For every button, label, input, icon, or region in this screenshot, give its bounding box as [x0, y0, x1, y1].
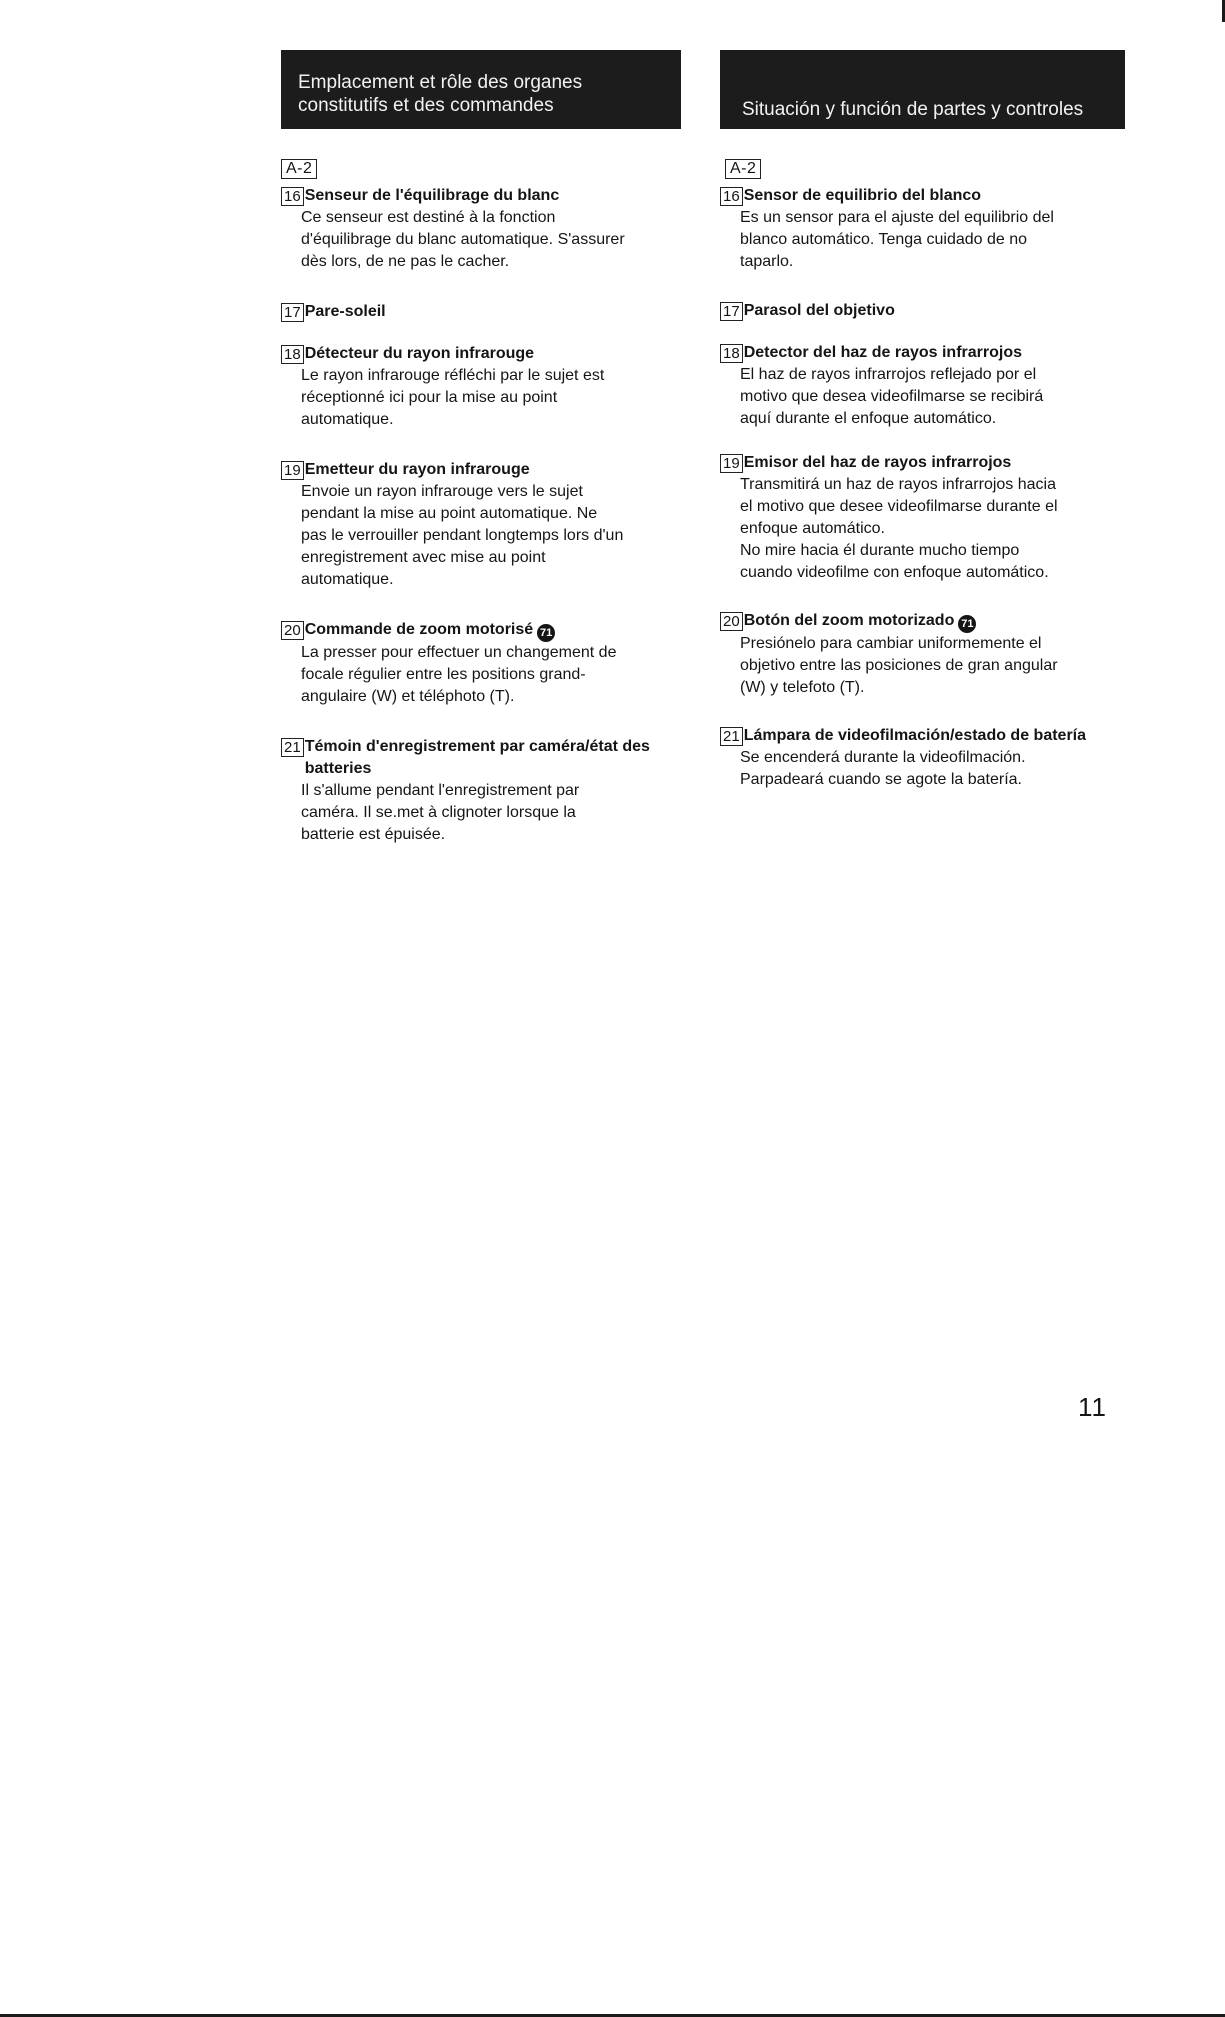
body-line: réceptionné ici pour la mise au point	[301, 389, 558, 406]
entry-number: 16	[720, 187, 743, 206]
body-line: pas le verrouiller pendant longtemps lors d'un	[301, 527, 624, 544]
body-line: Ce senseur est destiné à la fonction	[301, 209, 556, 226]
body-line: Transmitirá un haz de rayos infrarrojos hacia	[740, 476, 1056, 493]
entry-description	[720, 633, 1130, 699]
french-section-header	[281, 50, 681, 129]
page-number: 11	[1078, 1392, 1107, 1422]
header-line: constitutifs et des commandes	[298, 95, 554, 116]
body-line: pendant la mise au point automatique. Ne	[301, 505, 598, 522]
entry-title: Parasol del objetivo	[743, 302, 895, 319]
body-line: d'équilibrage du blanc automatique. S'assurer	[301, 231, 625, 248]
entry-title: Emisor del haz de rayos infrarrojos	[743, 454, 1012, 471]
spanish-entry-list	[720, 185, 1130, 815]
body-line: automatique.	[301, 411, 394, 428]
body-line: cuando videofilme con enfoque automático.	[740, 564, 1049, 581]
circled-page-reference-icon: 71	[537, 624, 555, 642]
entry-description	[720, 474, 1130, 584]
body-line: Presiónelo para cambiar uniformemente el	[740, 635, 1042, 652]
entry-description	[720, 747, 1130, 791]
entry-20	[281, 619, 681, 708]
entry-19	[281, 459, 681, 591]
body-line: blanco automático. Tenga cuidado de no	[740, 231, 1028, 248]
entry-number: 19	[720, 454, 743, 473]
entry-number: 18	[281, 345, 304, 364]
body-line: enregistrement avec mise au point	[301, 549, 546, 566]
entry-21	[720, 725, 1130, 791]
entry-title: Témoin d'enregistrement par caméra/état des batteries	[304, 738, 650, 777]
entry-description	[720, 364, 1130, 430]
body-line: El haz de rayos infrarrojos reflejado por el	[740, 366, 1037, 383]
body-line: Envoie un rayon infrarouge vers le sujet	[301, 483, 583, 500]
entry-number: 16	[281, 187, 304, 206]
entry-21	[281, 736, 681, 846]
french-entry-list	[281, 185, 681, 870]
entry-number: 19	[281, 461, 304, 480]
entry-title: Pare-soleil	[304, 303, 386, 320]
body-line: objetivo entre las posiciones de gran angular	[740, 657, 1058, 674]
body-line: Il s'allume pendant l'enregistrement par	[301, 782, 580, 799]
entry-16	[281, 185, 681, 273]
entry-number: 20	[720, 612, 743, 631]
entry-number: 21	[281, 738, 304, 757]
entry-18	[281, 343, 681, 431]
body-line: aquí durante el enfoque automático.	[740, 410, 997, 427]
entry-description	[281, 481, 681, 591]
entry-17	[281, 301, 681, 323]
body-line: La presser pour effectuer un changement de	[301, 644, 617, 661]
entry-title: Emetteur du rayon infrarouge	[304, 461, 530, 478]
body-line: Parpadeará cuando se agote la batería.	[740, 771, 1022, 788]
figure-reference-tag: A-2	[725, 159, 761, 179]
entry-20	[720, 610, 1130, 699]
entry-number: 17	[720, 302, 743, 321]
entry-16	[720, 185, 1130, 273]
entry-18	[720, 342, 1130, 430]
figure-reference-tag: A-2	[281, 159, 317, 179]
header-line: Emplacement et rôle des organes	[298, 72, 583, 93]
body-line: el motivo que desee videofilmarse durante el	[740, 498, 1058, 515]
entry-number: 20	[281, 621, 304, 640]
entry-number: 21	[720, 727, 743, 746]
entry-19	[720, 452, 1130, 584]
body-line: batterie est épuisée.	[301, 826, 446, 843]
body-line: Le rayon infrarouge réfléchi par le sujet est	[301, 367, 605, 384]
header-line: Situación y función de partes y controles	[742, 99, 1084, 120]
entry-title: Botón del zoom motorizado	[743, 612, 955, 629]
body-line: motivo que desea videofilmarse se recibirá	[740, 388, 1044, 405]
body-line: taparlo.	[740, 253, 794, 270]
entry-title: Lámpara de videofilmación/estado de batería	[743, 727, 1087, 744]
entry-title: Detector del haz de rayos infrarrojos	[743, 344, 1022, 361]
entry-title: Sensor de equilibrio del blanco	[743, 187, 982, 204]
entry-17	[720, 300, 1130, 322]
entry-description	[281, 365, 681, 431]
entry-title: Senseur de l'équilibrage du blanc	[304, 187, 560, 204]
body-line: (W) y telefoto (T).	[740, 679, 865, 696]
entry-description	[281, 780, 681, 846]
entry-description	[720, 207, 1130, 273]
entry-description	[281, 207, 681, 273]
spanish-section-header	[720, 50, 1125, 129]
body-line: Es un sensor para el ajuste del equilibrio del	[740, 209, 1054, 226]
body-line: automatique.	[301, 571, 394, 588]
body-line: No mire hacia él durante mucho tiempo	[740, 542, 1020, 559]
body-line: enfoque automático.	[740, 520, 885, 537]
body-line: dès lors, de ne pas le cacher.	[301, 253, 510, 270]
entry-title: Commande de zoom motorisé	[304, 621, 534, 638]
entry-number: 18	[720, 344, 743, 363]
body-line: Se encenderá durante la videofilmación.	[740, 749, 1026, 766]
entry-title: Détecteur du rayon infrarouge	[304, 345, 535, 362]
entry-description	[281, 642, 681, 708]
entry-number: 17	[281, 303, 304, 322]
body-line: caméra. Il se.met à clignoter lorsque la	[301, 804, 576, 821]
circled-page-reference-icon: 71	[958, 615, 976, 633]
body-line: focale régulier entre les positions grand-	[301, 666, 586, 683]
body-line: angulaire (W) et téléphoto (T).	[301, 688, 515, 705]
